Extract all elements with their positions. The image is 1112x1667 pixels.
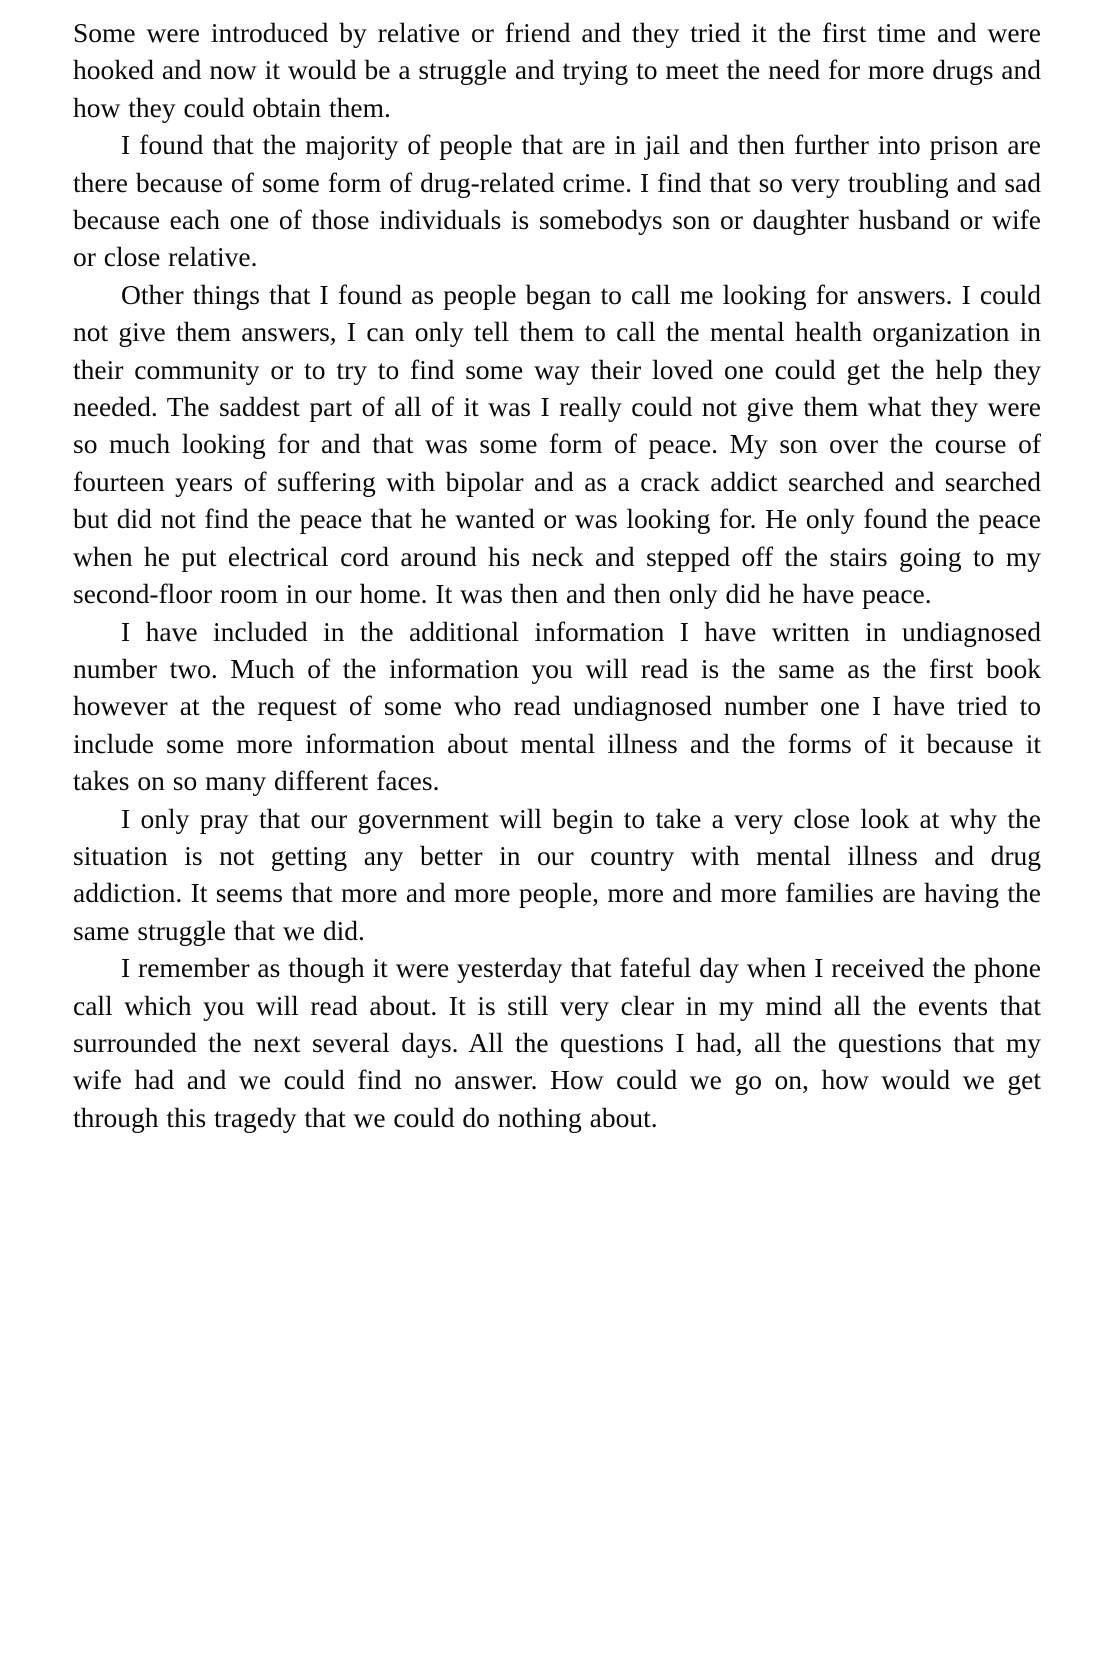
paragraph: Some were introduced by relative or friend and they tried it the first time and were hooked and now it would be a struggle and trying to meet the need for more drugs and how they could obtain them. bbox=[73, 17, 1041, 123]
paragraph: I have included in the additional information I have written in undiagnosed number two. Much of the information you will read is the same as the first book however at the request of some who read undiagnosed number one I have tried to include some more information about mental illness and the forms of it because it takes on so many different faces. bbox=[73, 615, 1041, 797]
paragraph: I remember as though it were yesterday that fateful day when I received the phone call which you will read about. It is still very clear in my mind all the events that surrounded the next several days. All the questions I had, all the questions that my wife had and we could find no answer. How could we go on, how would we get through this tragedy that we could do nothing about. bbox=[73, 952, 1041, 1133]
paragraph: I found that the majority of people that are in jail and then further into prison are there because of some form of drug-related crime. I find that so very troubling and sad because each one of those individuals is somebodys son or daughter husband or wife or close relative. bbox=[73, 129, 1041, 273]
paragraph: Other things that I found as people began to call me looking for answers. I could not give them answers, I can only tell them to call the mental health organization in their community or to try to find some way their loved one could get the help they needed. The saddest part of all of it was I really could not give them what they were so much looking for and that was some form of peace. My son over the course of fourteen years of suffering with bipolar and as a crack addict searched and searched but did not find the peace that he wanted or was looking for. He only found the peace when he put electrical cord around his neck and stepped off the stairs going to my second-floor room in our home. It was then and then only did he have peace. bbox=[73, 278, 1041, 610]
paragraph: I only pray that our government will begin to take a very close look at why the situation is not getting any better in our country with mental illness and drug addiction. It seems that more and more people, more and more families are having the same struggle that we did. bbox=[73, 802, 1041, 946]
page-text-block bbox=[73, 14, 1041, 1136]
